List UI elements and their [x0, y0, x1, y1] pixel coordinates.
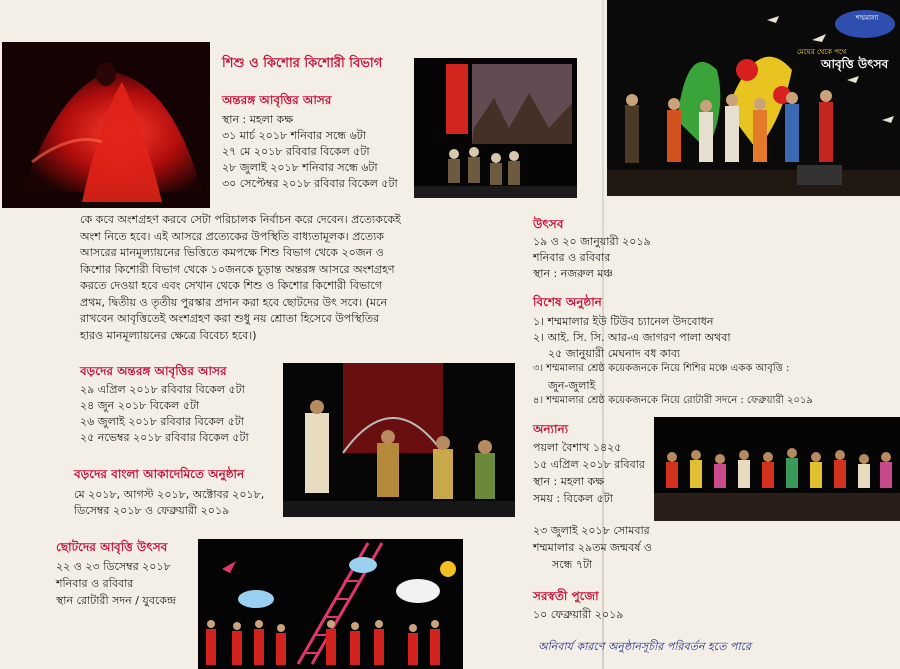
adults-inner-heading: বড়দের অন্তরঙ্গ আবৃত্তির আসর	[80, 364, 227, 378]
others-line: ২৩ জুলাই ২০১৮ সোমবার	[533, 524, 650, 537]
inner-recital-date: ২৭ মে ২০১৮ রবিবার বিকেল ৫টা	[222, 145, 370, 158]
inner-recital-heading: অন্তরঙ্গ আবৃত্তির আসর	[222, 93, 332, 107]
saraswati-heading: সরস্বতী পুজো	[533, 589, 599, 603]
others-line: পয়লা বৈশাখ ১৪২৫	[533, 441, 622, 454]
rules-line: হারও মানমূল্যায়নের ক্ষেত্রে বিবেচ্য হবে।)	[80, 328, 257, 342]
others-line: ১৫ এপ্রিল ২০১৮ রবিবার	[533, 458, 645, 471]
others-line: স্থান : মহলা কক্ষ	[533, 475, 605, 488]
photo-red-dancer	[2, 42, 210, 208]
rules-line: আসরের মানমূল্যায়নের ভিত্তিতে কমপক্ষে শিশু বিভাগ থেকে ২০জন ও	[80, 246, 384, 259]
rules-line: কে কবে অংশগ্রহণ করবে সেটা পরিচালক নির্বাচন করে দেবেন। প্রত্যেককেই	[80, 213, 401, 226]
festival-heading: উৎসব	[533, 217, 564, 231]
inner-recital-date: ৩১ মার্চ ২০১৮ শনিবার সন্ধে ৬টা	[222, 129, 366, 142]
banner-subtitle: মেঘের থেকে পথে	[797, 48, 847, 56]
footer-note: অনিবার্য কারণে অনুষ্ঠানসূচীর পরিবর্তন হতে পারে	[538, 640, 751, 653]
photo-kids-ladder-stage	[198, 539, 463, 669]
special-line: ৩। শম্মমালার শ্রেষ্ঠ কয়েকজনকে নিয়ে শিশির মঞ্চে একক আবৃত্তি :	[533, 363, 790, 374]
adults-inner-date: ২৯ এপ্রিল ২০১৮ রবিবার বিকেল ৫টা	[80, 383, 245, 396]
saraswati-date: ১০ ফেব্রুয়ারী ২০১৯	[533, 608, 624, 621]
kids-festival-heading: ছোটদের আবৃত্তি উৎসব	[56, 540, 168, 554]
rules-line: অংশ নিতে হবে। এই আসরে প্রত্যেকের উপস্থিতি বাধ্যতামূলক। প্রত্যেক	[80, 229, 384, 243]
inner-recital-date: ২৮ জুলাই ২০১৮ শনিবার সন্ধে ৬টা	[222, 161, 378, 174]
kids-festival-line: শনিবার ও রবিবার	[56, 577, 134, 590]
others-line: সময় : বিকেল ৫টা	[533, 492, 613, 505]
photo-festival-stage	[607, 0, 900, 196]
kids-festival-line: স্থান রোটারী সদন / যুবকেন্দ্র	[56, 594, 176, 607]
rules-line: কিশোর কিশোরী বিভাগ থেকে ১০জনকে চূড়ান্ত অন্তরঙ্গ আসরে অংশগ্রহণ	[80, 262, 395, 276]
rules-line: করতে দেওয়া হবে এবং সেখান থেকে শিশু ও কিশোর কিশোরী বিভাগে	[80, 279, 383, 292]
rules-paragraph	[80, 212, 401, 344]
adults-inner-date: ২৬ জুলাই ২০১৮ রবিবার বিকেল ৫টা	[80, 415, 244, 428]
banner-title: আবৃত্তি উৎসব	[821, 57, 889, 71]
special-heading: বিশেষ অনুষ্ঠান	[533, 295, 602, 309]
photo-performers-curtain	[283, 363, 515, 517]
academy-line: ডিসেম্বর ২০১৮ ও ফেব্রুয়ারী ২০১৯	[74, 504, 230, 517]
others-heading: অন্যান্য	[533, 422, 569, 436]
festival-line: ১৯ ও ২০ জানুয়ারী ২০১৯	[533, 235, 651, 248]
special-line: জুন-জুলাই	[548, 379, 596, 392]
special-line: ২। আই. সি. সি. আর-এ জাগরণ পালা অথবা	[533, 331, 731, 344]
banner-logo-text: শম্মমালা	[855, 14, 879, 22]
photo-stage-screen	[414, 58, 577, 198]
special-line: ২৫ জানুয়ারী মেঘনাদ বধ কাব্য	[548, 347, 681, 360]
others-line: সন্ধে ৭টা	[552, 558, 593, 571]
special-line: ১। শম্মমালার ইউ টিউব চ্যানেল উদবোধন	[533, 315, 714, 328]
kids-festival-line: ২২ ও ২৩ ডিসেম্বর ২০১৮	[56, 560, 171, 573]
festival-line: শনিবার ও রবিবার	[533, 251, 611, 264]
photo-group-singing	[654, 417, 900, 521]
adults-inner-date: ২৫ নভেম্বর ২০১৮ রবিবার বিকেল ৫টা	[80, 431, 249, 444]
adults-inner-date: ২৪ জুন ২০১৮ বিকেল ৫টা	[80, 399, 200, 412]
kids-section-title: শিশু ও কিশোর কিশোরী বিভাগ	[222, 56, 383, 71]
academy-line: মে ২০১৮, আগস্ট ২০১৮, অক্টোবর ২০১৮,	[74, 488, 265, 501]
inner-recital-venue: স্থান : মহলা কক্ষ	[222, 113, 294, 126]
others-line: শম্মমালার ২৯তম জন্মবর্ষ ও	[533, 541, 653, 554]
special-line: ৪। শম্মমালার শ্রেষ্ঠ কয়েকজনকে নিয়ে রোটারী সদনে : ফেব্রুয়ারী ২০১৯	[533, 395, 813, 406]
academy-heading: বড়দের বাংলা আকাদেমিতে অনুষ্ঠান	[74, 467, 245, 481]
festival-line: স্থান : নজরুল মঞ্চ	[533, 267, 613, 280]
rules-line: প্রথম, দ্বিতীয় ও তৃতীয় পুরস্কার প্রদান করা হবে ছোটদের উৎ সবে। (মনে	[80, 295, 388, 309]
rules-line: রাখবেন আবৃত্তিতেই অংশগ্রহণ করা শুধু নয় শ্রোতা হিসেবে উপস্থিতির	[80, 312, 380, 325]
inner-recital-date: ৩০ সেপ্টেম্বর ২০১৮ রবিবার বিকেল ৫টা	[222, 177, 398, 190]
